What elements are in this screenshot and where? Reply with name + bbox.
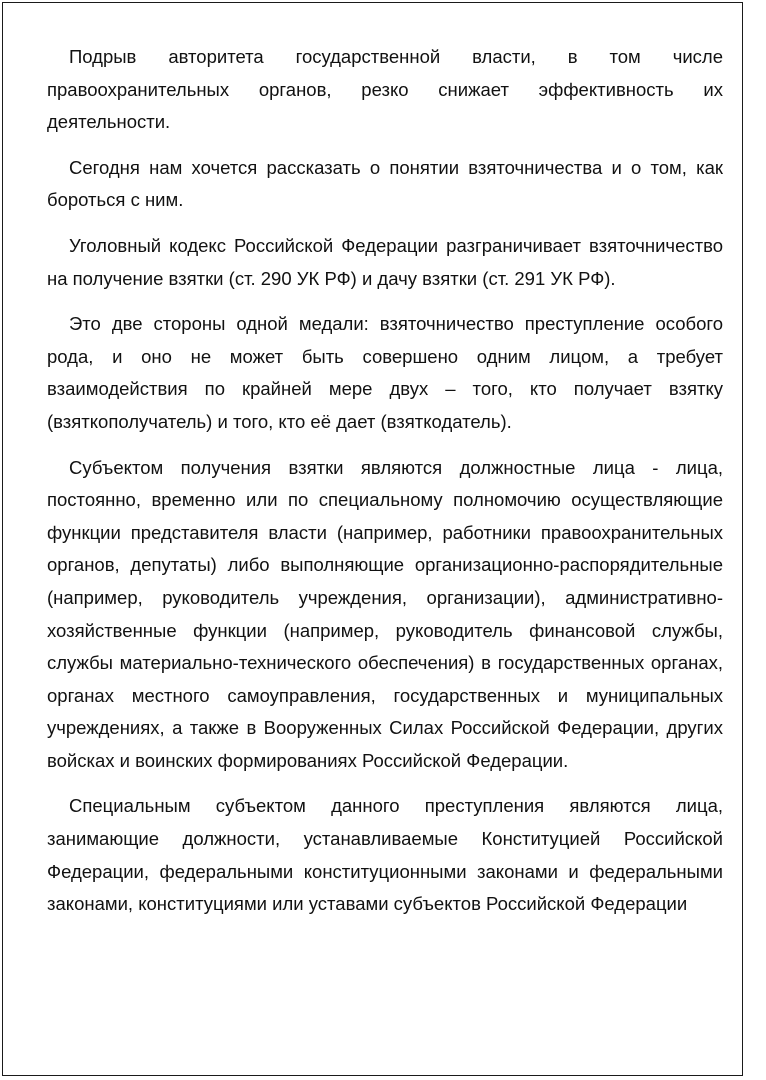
paragraph-special-subject: Специальным субъектом данного преступления являются лица, занимающие должности, устанавливаемые Конституцией Российской Федерации, федеральными конституционными законами и федеральными законами, конституциями или уставами субъектов Российской Федерации (47, 795, 723, 915)
paragraph-intro: Сегодня нам хочется рассказать о понятии взяточничества и о том, как бороться с ним. (47, 156, 723, 211)
paragraph-authority: Подрыв авторитета государственной власти, в том числе правоохранительных органов, резко снижает эффективность их деятельности. (47, 46, 723, 133)
paragraph-criminal-code: Уголовный кодекс Российской Федерации разграничивает взяточничество на получение взятки (ст. 290 УК РФ) и дачу взятки (ст. 291 УК РФ). (47, 234, 723, 289)
document-page (2, 2, 743, 1076)
paragraph-subjects: Субъектом получения взятки являются должностные лица - лица, постоянно, временно или по специальному полномочию осуществляющие функции представителя власти (например, работники правоохранительных органов, депутаты) либо выполняющие организационно-распорядительные (например, руководитель учреждения, организации), административно-хозяйственные функции (например, руководитель финансовой службы, службы материально-технического обеспечения) в государственных органах, органах местного самоуправления, государственных и муниципальных учреждениях, а также в Вооруженных Силах Российской Федерации, других войсках и воинских формированиях Российской Федерации. (47, 456, 723, 771)
paragraph-two-sides: Это две стороны одной медали: взяточничество преступление особого рода, и оно не может быть совершено одним лицом, а требует взаимодействия по крайней мере двух – того, кто получает взятку (взяткополучатель) и того, кто её дает (взяткодатель). (47, 313, 723, 432)
document-body (47, 41, 723, 934)
